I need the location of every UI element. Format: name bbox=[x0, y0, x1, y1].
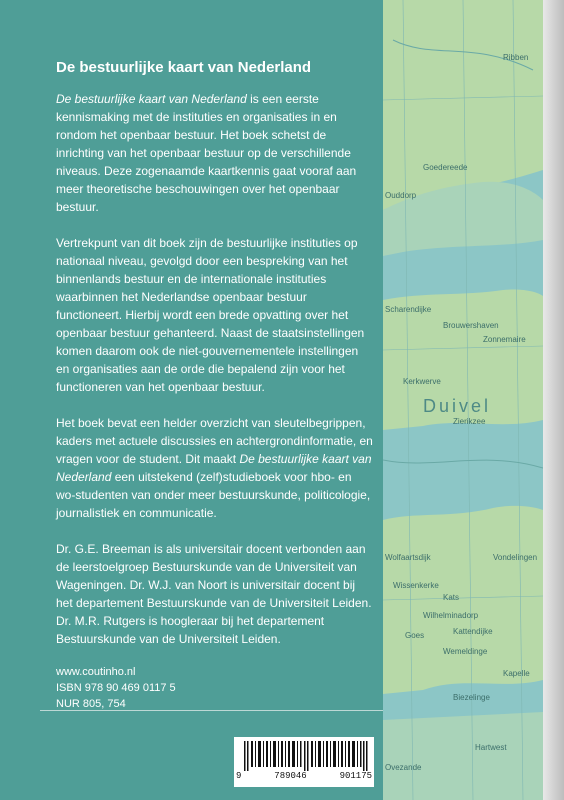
map-label: Brouwershaven bbox=[443, 321, 499, 330]
map-label: Hartwest bbox=[475, 743, 507, 752]
nur-code: NUR 805, 754 bbox=[56, 698, 126, 710]
page-edge bbox=[543, 0, 564, 800]
contents-paragraph bbox=[56, 414, 374, 522]
map-label: Zierikzee bbox=[453, 417, 486, 426]
barcode-digit-group-1: 789046 bbox=[274, 771, 307, 781]
contents-book-title: De bestuurlijke kaart van Nederland bbox=[56, 452, 372, 484]
divider bbox=[40, 710, 383, 711]
map-background bbox=[383, 0, 543, 800]
website-link[interactable]: www.coutinho.nl bbox=[56, 666, 136, 678]
map-label: Scharendijke bbox=[385, 305, 432, 314]
contents-text-before: Het boek bevat een helder overzicht van sleutelbegrippen, kaders met actuele discussies en achtergrondinformatie, en vragen voor de student. Dit maakt bbox=[56, 416, 373, 466]
authors-paragraph: Dr. G.E. Breeman is als universitair docent verbonden aan de leerstoelgroep Bestuurskunde van de Universiteit van Wageningen. Dr. W.J. van Noort is universitair docent bij het departement Bestuurskunde van de Universiteit Leiden. Dr. M.R. Rutgers is hoogleraar bij het departement Bestuurskunde van de Universiteit Leiden. bbox=[56, 542, 372, 646]
map-label: Kapelle bbox=[503, 669, 530, 678]
map-label: Goes bbox=[405, 631, 425, 640]
isbn: ISBN 978 90 469 0117 5 bbox=[56, 682, 176, 694]
description-paragraph: Vertrekpunt van dit boek zijn de bestuurlijke instituties op nationaal niveau, gevolgd door een bespreking van het binnenlands bestuur en de internationale instituties waarbinnen het Nederlandse openbaar bestuur functioneert. Hierbij wordt een brede opvatting over het openbaar bestuur gehanteerd. Naast de staatsinstellingen komen daarom ook de niet-gouvernementele instellingen en organisaties aan de orde die bepalend zijn voor het functioneren van het openbaar bestuur. bbox=[56, 236, 365, 394]
intro-book-title: De bestuurlijke kaart van Nederland bbox=[56, 92, 247, 106]
map-label: Kats bbox=[443, 593, 460, 602]
map-label: Wolfaartsdijk bbox=[385, 553, 431, 562]
map-label: Vondelingen bbox=[493, 553, 538, 562]
publisher-info bbox=[56, 664, 374, 712]
intro-text: is een eerste kennismaking met de instituties en organisaties in en rondom het openbaar bestuur. Het boek schetst de inrichting van het openbaar bestuur op de verschillende niveaus. Deze zogenaamde kaartkennis gaat vooraf aan meer theoretische beschouwingen over het openbaar bestuur. bbox=[56, 92, 357, 214]
map-label: Wilhelminadorp bbox=[423, 611, 479, 620]
map-label: Zonnemaire bbox=[483, 335, 526, 344]
map-label: Kattendijke bbox=[453, 627, 493, 636]
map-label: Goedereede bbox=[423, 163, 468, 172]
barcode bbox=[234, 737, 374, 787]
map-illustration bbox=[383, 0, 543, 800]
map-label: Ovezande bbox=[385, 763, 422, 772]
barcode-digits bbox=[236, 771, 372, 781]
map-label: Ribben bbox=[503, 53, 529, 62]
barcode-bars bbox=[244, 741, 368, 771]
map-label: Duivel bbox=[423, 396, 492, 416]
map-label: Biezelinge bbox=[453, 693, 490, 702]
map-label: Wemeldinge bbox=[443, 647, 488, 656]
map-label: Wissenkerke bbox=[393, 581, 439, 590]
contents-text-after: een uitstekend (zelf)studieboek voor hbo- en wo-studenten van onder meer bestuurskunde, politicologie, journalistiek en communicatie. bbox=[56, 470, 371, 520]
cover-text bbox=[56, 58, 374, 712]
barcode-digit-lead: 9 bbox=[236, 771, 242, 781]
map-label: Kerkwerve bbox=[403, 377, 441, 386]
book-title: De bestuurlijke kaart van Nederland bbox=[56, 59, 312, 76]
barcode-digit-group-2: 901175 bbox=[339, 771, 372, 781]
intro-paragraph bbox=[56, 90, 374, 216]
map-label: Ouddorp bbox=[385, 191, 417, 200]
